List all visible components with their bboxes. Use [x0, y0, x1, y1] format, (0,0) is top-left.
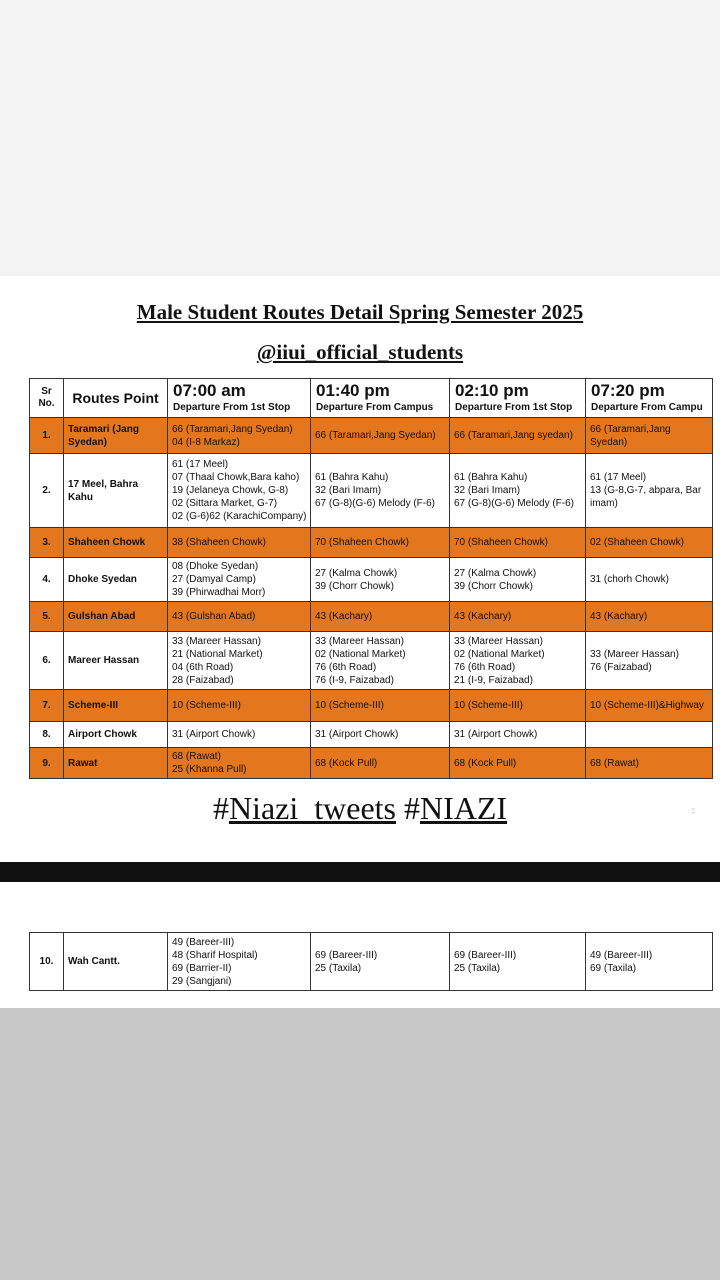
row-t4-routes	[586, 933, 713, 991]
time-label: 01:40 pm	[316, 381, 390, 400]
route-line: 33 (Mareer Hassan)	[172, 635, 261, 647]
route-line: 28 (Faizabad)	[172, 674, 234, 686]
route-line: 68 (Kock Pull)	[454, 757, 517, 769]
route-line: 67 (G-8)(G-6) Melody (F-6)	[315, 498, 436, 509]
row-t3-routes	[450, 933, 586, 991]
route-line: 07 (Thaal Chowk,Bara kaho)	[172, 472, 300, 483]
route-line: 66 (Taramari,Jang Syedan)	[172, 423, 293, 435]
row-route-point: Shaheen Chowk	[64, 528, 168, 558]
route-line: 49 (Bareer-III)	[590, 949, 653, 961]
route-line: 68 (Kock Pull)	[315, 757, 378, 769]
route-line: 61 (Bahra Kahu)	[454, 472, 528, 483]
header-time-1	[168, 379, 311, 418]
row-t2-routes	[311, 454, 450, 528]
row-t4-routes	[586, 748, 713, 779]
row-t4-routes	[586, 418, 713, 454]
document-title: Male Student Routes Detail Spring Semester 2025	[136, 300, 584, 324]
row-t3-routes	[450, 418, 586, 454]
route-line: 67 (G-8)(G-6) Melody (F-6)	[454, 498, 575, 509]
row-t2-routes	[311, 722, 450, 748]
route-line: 10 (Scheme-III)	[454, 700, 523, 711]
route-line: 02 (Shaheen Chowk)	[590, 537, 684, 548]
header-time-2	[311, 379, 450, 418]
route-line: 02 (National Market)	[315, 648, 406, 660]
route-line: 10 (Scheme-III)	[172, 700, 241, 711]
route-line: 39 (Chorr Chowk)	[454, 580, 533, 592]
departure-label: Departure From 1st Stop	[173, 402, 291, 413]
route-line: 21 (I-9, Faizabad)	[454, 674, 533, 686]
routes-table-continued	[29, 932, 713, 991]
table-row	[30, 418, 713, 454]
route-line: 61 (Bahra Kahu)	[315, 472, 389, 483]
header-time-3	[450, 379, 586, 418]
route-line: 27 (Kalma Chowk)	[315, 567, 398, 579]
route-line: 69 (Bareer-III)	[454, 949, 517, 961]
row-t4-routes	[586, 454, 713, 528]
row-t2-routes	[311, 933, 450, 991]
row-t1-routes	[168, 418, 311, 454]
route-line: 49 (Bareer-III)	[172, 936, 235, 948]
row-sr-number: 6.	[30, 632, 64, 690]
row-t2-routes	[311, 528, 450, 558]
route-line: 19 (Jelaneya Chowk, G-8)	[172, 485, 289, 496]
route-line: 31 (chorh Chowk)	[590, 574, 669, 585]
routes-table-body	[30, 418, 713, 779]
route-line: 25 (Khanna Pull)	[172, 764, 247, 775]
table-row	[30, 632, 713, 690]
row-t3-routes	[450, 632, 586, 690]
row-t1-routes	[168, 748, 311, 779]
row-route-point: 17 Meel, Bahra Kahu	[64, 454, 168, 528]
hashtags	[0, 790, 720, 827]
row-t2-routes	[311, 418, 450, 454]
row-t3-routes	[450, 528, 586, 558]
row-route-point: Gulshan Abad	[64, 602, 168, 632]
route-line: 32 (Bari Imam)	[315, 485, 382, 496]
top-blank-area	[0, 0, 720, 276]
route-line: 04 (I-8 Markaz)	[172, 436, 240, 448]
route-line: 66 (Taramari,Jang Syedan)	[315, 430, 436, 441]
row-t1-routes	[168, 602, 311, 632]
route-line: 68 (Rawat)	[590, 757, 639, 769]
row-route-point: Wah Cantt.	[64, 933, 168, 991]
table-row	[30, 454, 713, 528]
row-t3-routes	[450, 558, 586, 602]
departure-label: Departure From Campus	[316, 402, 434, 413]
route-line: 38 (Shaheen Chowk)	[172, 537, 266, 548]
route-line: 76 (Faizabad)	[590, 661, 652, 673]
route-line: 29 (Sangjani)	[172, 975, 232, 987]
table-row	[30, 528, 713, 558]
route-line: 08 (Dhoke Syedan)	[172, 561, 259, 572]
row-t2-routes	[311, 632, 450, 690]
row-sr-number: 7.	[30, 690, 64, 722]
row-t1-routes	[168, 558, 311, 602]
route-line: 43 (Gulshan Abad)	[172, 611, 256, 622]
route-line: 32 (Bari Imam)	[454, 485, 521, 496]
route-line: 43 (Kachary)	[454, 611, 512, 622]
row-t4-routes	[586, 690, 713, 722]
route-line: 39 (Chorr Chowk)	[315, 580, 394, 592]
row-route-point: Dhoke Syedan	[64, 558, 168, 602]
dot-mark: :	[692, 806, 695, 815]
header-route: Routes Point	[64, 379, 168, 418]
route-line: 69 (Bareer-III)	[315, 949, 378, 961]
time-label: 07:20 pm	[591, 381, 665, 400]
table-row	[30, 722, 713, 748]
row-t1-routes	[168, 722, 311, 748]
route-line: 48 (Sharif Hospital)	[172, 949, 258, 961]
table-row	[30, 933, 713, 991]
row-t2-routes	[311, 748, 450, 779]
route-line: 31 (Airport Chowk)	[315, 729, 399, 740]
route-line: 33 (Mareer Hassan)	[454, 635, 543, 647]
row-route-point: Scheme-III	[64, 690, 168, 722]
route-line: 70 (Shaheen Chowk)	[315, 537, 409, 548]
departure-label: Departure From 1st Stop	[455, 402, 573, 413]
route-line: 39 (Phirwadhai Morr)	[172, 587, 266, 598]
row-route-point: Taramari (Jang Syedan)	[64, 418, 168, 454]
route-line: 76 (I-9, Faizabad)	[315, 674, 394, 686]
route-line: 70 (Shaheen Chowk)	[454, 537, 548, 548]
route-line: 25 (Taxila)	[454, 962, 501, 974]
row-sr-number: 2.	[30, 454, 64, 528]
header-sr: Sr No.	[30, 379, 64, 418]
separator-band	[0, 862, 720, 882]
route-line: Syedan)	[590, 436, 628, 448]
route-line: 27 (Kalma Chowk)	[454, 567, 537, 579]
row-t2-routes	[311, 602, 450, 632]
route-line: 43 (Kachary)	[315, 611, 373, 622]
hashtag-niazi[interactable]: NIAZI	[419, 790, 508, 826]
row-t4-routes	[586, 632, 713, 690]
route-line: 13 (G-8,G-7, abpara, Bar	[590, 485, 702, 496]
route-line: 66 (Taramari,Jang	[590, 423, 671, 435]
row-t3-routes	[450, 748, 586, 779]
row-sr-number: 9.	[30, 748, 64, 779]
row-route-point: Rawat	[64, 748, 168, 779]
table-row	[30, 748, 713, 779]
departure-label: Departure From Campu	[591, 402, 703, 413]
table-row	[30, 558, 713, 602]
row-t1-routes	[168, 454, 311, 528]
row-sr-number: 8.	[30, 722, 64, 748]
route-line: 27 (Damyal Camp)	[172, 574, 256, 585]
row-t3-routes	[450, 690, 586, 722]
table-header-row	[30, 379, 713, 418]
row-t2-routes	[311, 690, 450, 722]
route-line: 31 (Airport Chowk)	[454, 729, 538, 740]
route-line: 02 (National Market)	[454, 648, 545, 660]
header-time-4	[586, 379, 713, 418]
row-route-point: Mareer Hassan	[64, 632, 168, 690]
row-t4-routes	[586, 722, 713, 748]
route-line: 02 (G-6)62 (KarachiCompany)	[172, 511, 307, 522]
route-line: 21 (National Market)	[172, 648, 263, 660]
document-page-continued	[0, 882, 720, 1008]
route-line: imam)	[590, 498, 618, 509]
route-line: 02 (Sittara Market, G-7)	[172, 498, 278, 509]
route-line: 31 (Airport Chowk)	[172, 729, 256, 740]
row-t4-routes	[586, 558, 713, 602]
routes-table-continued-body	[30, 933, 713, 991]
row-sr-number: 4.	[30, 558, 64, 602]
route-line: 69 (Barrier-II)	[172, 962, 232, 974]
hashtag-niazi-tweets[interactable]: Niazi_tweets	[228, 790, 396, 826]
route-line: 68 (Rawat)	[172, 751, 221, 762]
row-route-point: Airport Chowk	[64, 722, 168, 748]
route-line: 33 (Mareer Hassan)	[590, 648, 679, 660]
hash-symbol: #	[212, 790, 229, 826]
route-line: 43 (Kachary)	[590, 611, 648, 622]
row-t4-routes	[586, 528, 713, 558]
time-label: 07:00 am	[173, 381, 246, 400]
route-line: 25 (Taxila)	[315, 962, 362, 974]
row-t3-routes	[450, 454, 586, 528]
route-line: 61 (17 Meel)	[172, 459, 229, 470]
row-t4-routes	[586, 602, 713, 632]
table-row	[30, 602, 713, 632]
row-sr-number: 3.	[30, 528, 64, 558]
row-t1-routes	[168, 528, 311, 558]
row-t2-routes	[311, 558, 450, 602]
row-sr-number: 1.	[30, 418, 64, 454]
routes-table	[29, 378, 713, 779]
route-line: 66 (Taramari,Jang syedan)	[454, 430, 573, 441]
row-t1-routes	[168, 632, 311, 690]
row-sr-number: 10.	[30, 933, 64, 991]
route-line: 76 (6th Road)	[454, 661, 516, 673]
route-line: 10 (Scheme-III)&Highway	[590, 700, 704, 711]
route-line: 61 (17 Meel)	[590, 472, 647, 483]
route-line: 69 (Taxila)	[590, 962, 637, 974]
row-t3-routes	[450, 722, 586, 748]
row-t1-routes	[168, 690, 311, 722]
row-sr-number: 5.	[30, 602, 64, 632]
document-handle: @iiui_official_students	[256, 340, 464, 364]
document-page	[0, 276, 720, 862]
route-line: 10 (Scheme-III)	[315, 700, 384, 711]
route-line: 33 (Mareer Hassan)	[315, 635, 404, 647]
bottom-blank-area	[0, 1008, 720, 1280]
time-label: 02:10 pm	[455, 381, 529, 400]
row-t3-routes	[450, 602, 586, 632]
hash-symbol: #	[403, 790, 420, 826]
route-line: 04 (6th Road)	[172, 661, 234, 673]
table-row	[30, 690, 713, 722]
route-line: 76 (6th Road)	[315, 661, 377, 673]
row-t1-routes	[168, 933, 311, 991]
